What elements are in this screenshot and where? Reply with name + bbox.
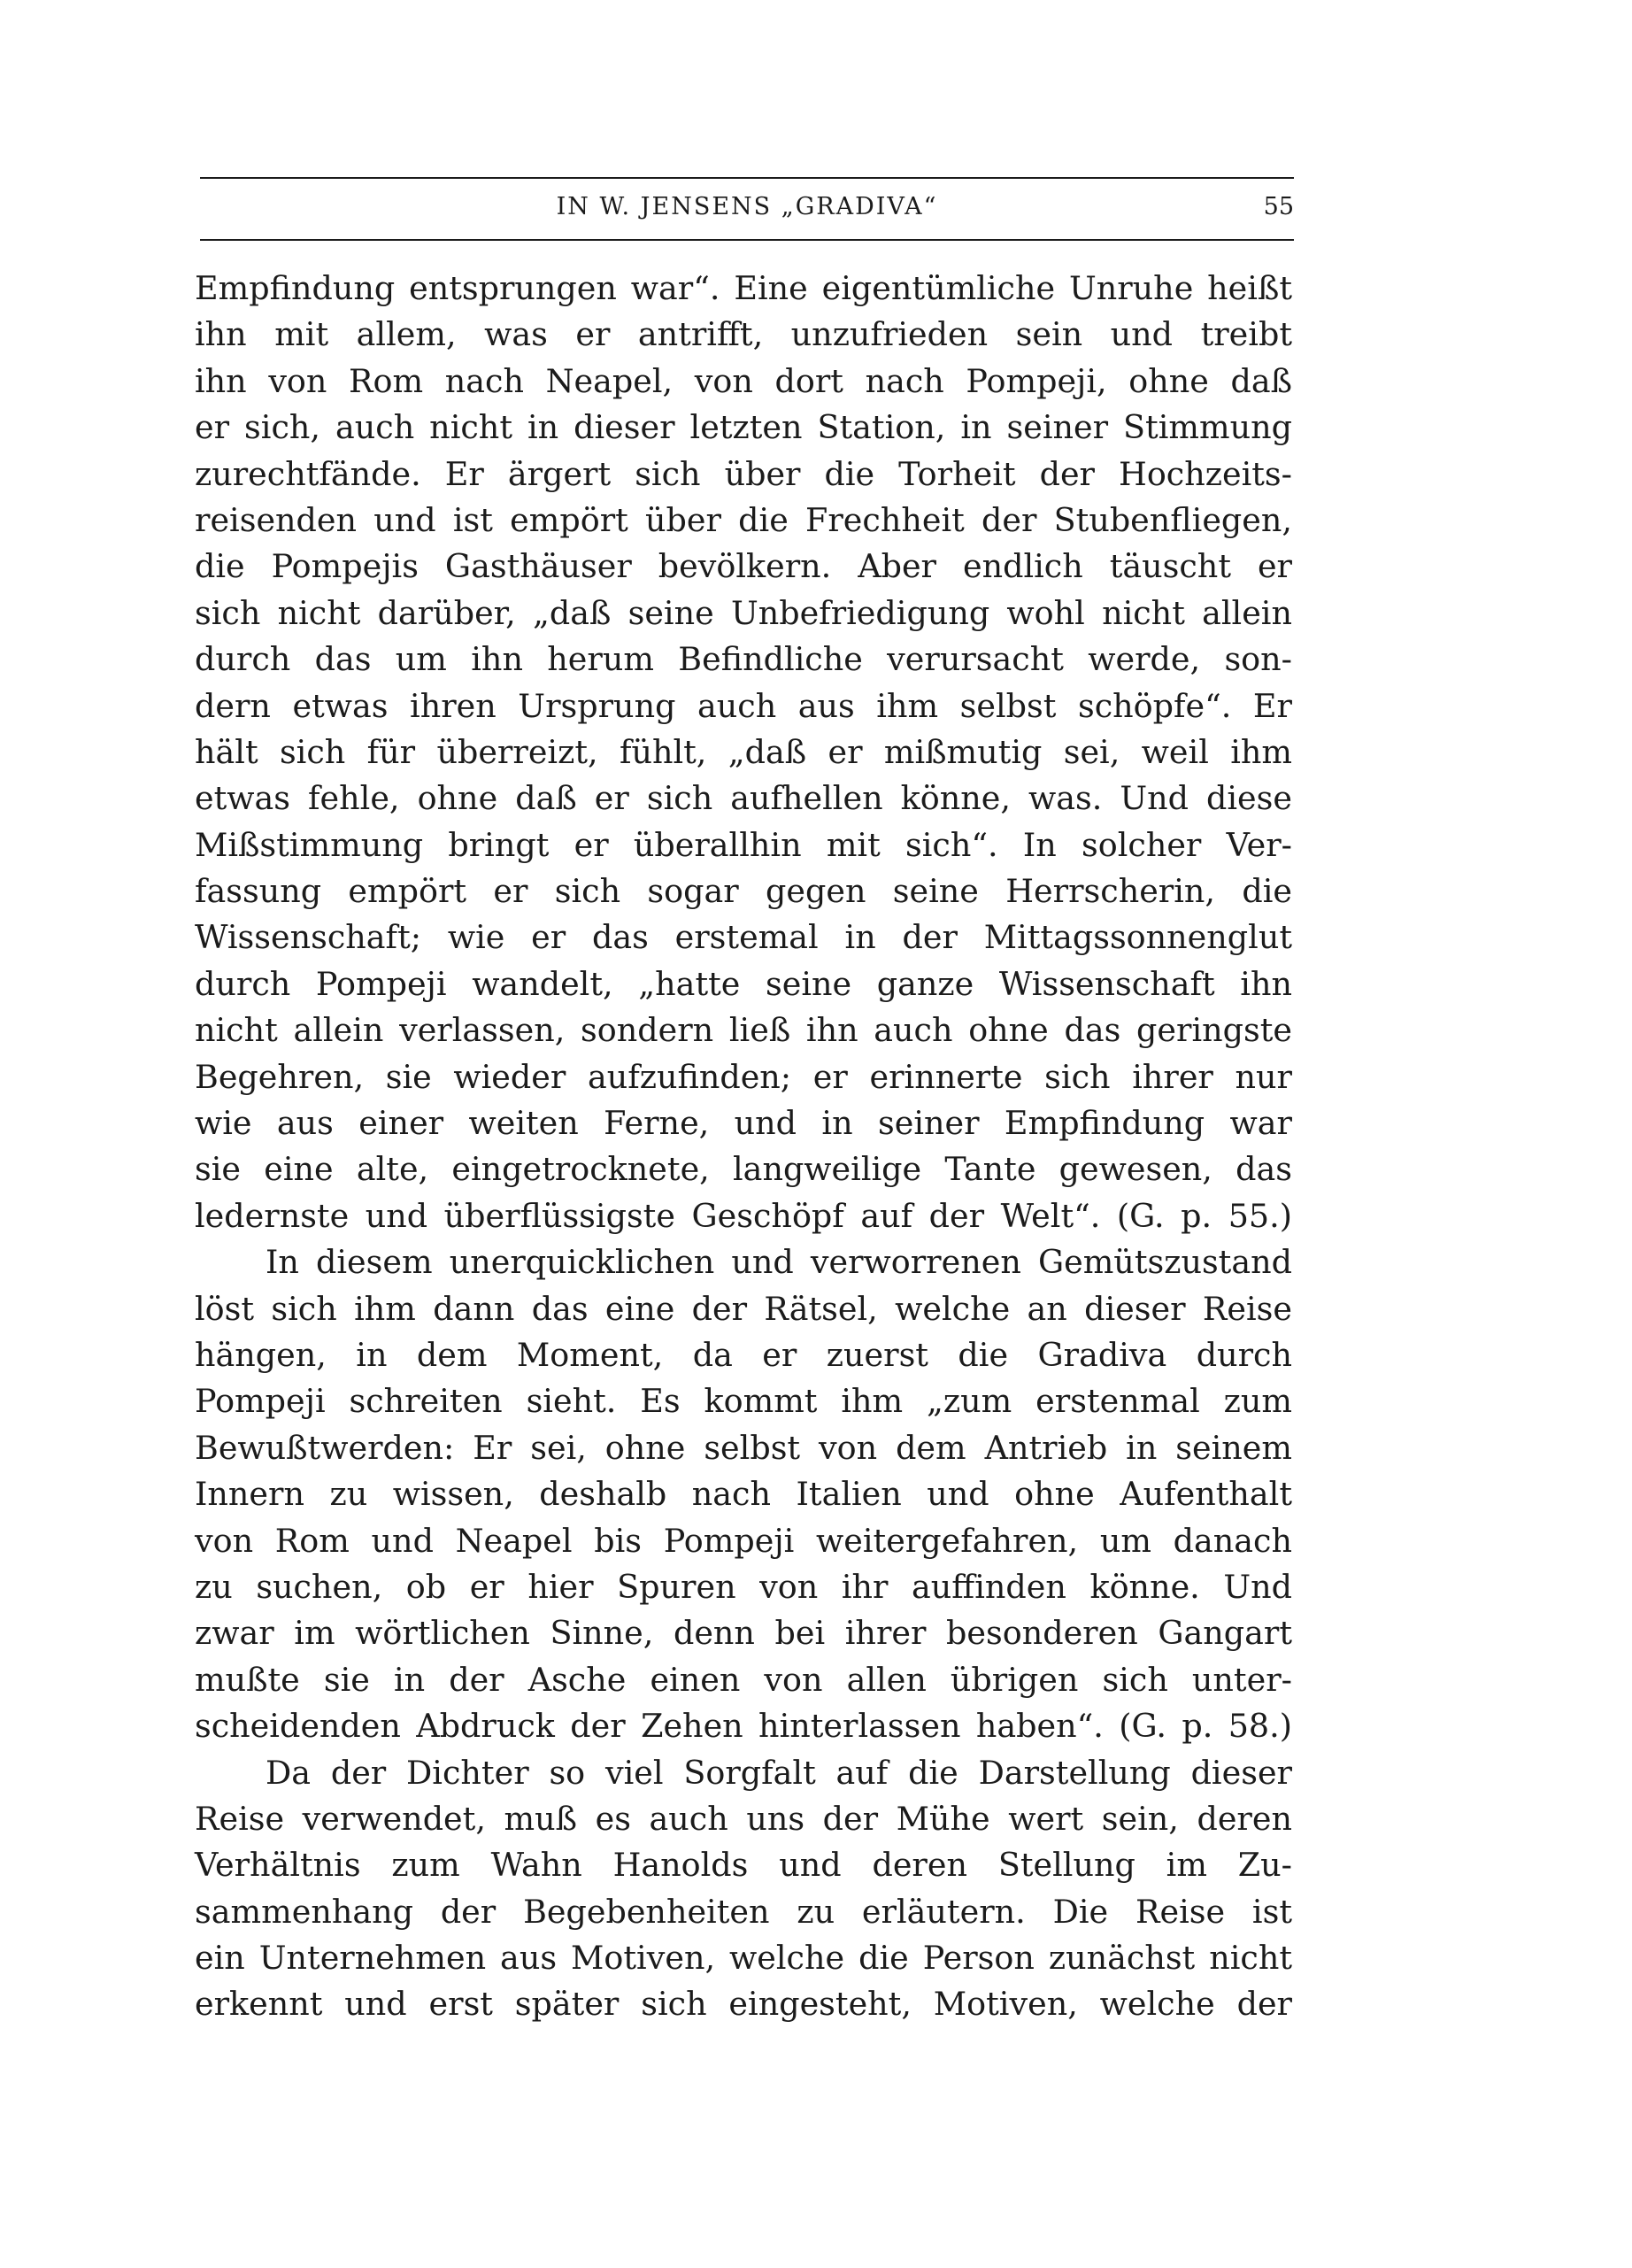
text-line: zu suchen, ob er hier Spuren von ihr auffinden könne. Und xyxy=(195,1567,1292,1606)
page-number: 55 xyxy=(1263,193,1294,220)
running-head xyxy=(200,182,1294,234)
text-line: hängen, in dem Moment, da er zuerst die Gradiva durch xyxy=(195,1335,1292,1374)
text-line: Bewußtwerden: Er sei, ohne selbst von dem Antrieb in seinem xyxy=(195,1428,1292,1467)
text-line: scheidenden Abdruck der Zehen hinterlassen haben“. (G. p. 58.) xyxy=(195,1707,1292,1746)
text-line: etwas fehle, ohne daß er sich aufhellen könne, was. Und diese xyxy=(195,779,1292,818)
text-line: Innern zu wissen, deshalb nach Italien und ohne Aufenthalt xyxy=(195,1475,1292,1514)
text-line: durch Pompeji wandelt, „hatte seine ganze Wissenschaft ihn xyxy=(195,964,1292,1003)
text-line: Pompeji schreiten sieht. Es kommt ihm „zum erstenmal zum xyxy=(195,1382,1292,1421)
header-rule-top xyxy=(200,177,1294,179)
text-line: Reise verwendet, muß es auch uns der Mühe wert sein, deren xyxy=(195,1799,1292,1838)
text-line: erkennt und erst später sich eingesteht, Motiven, welche der xyxy=(195,1985,1292,2024)
text-line: durch das um ihn herum Befindliche verursacht werde, son- xyxy=(195,640,1292,679)
text-line: sammenhang der Begebenheiten zu erläutern. Die Reise ist xyxy=(195,1892,1292,1931)
text-line: er sich, auch nicht in dieser letzten Station, in seiner Stimmung xyxy=(195,408,1292,447)
text-line: die Pompejis Gasthäuser bevölkern. Aber endlich täuscht er xyxy=(195,547,1292,586)
text-line: nicht allein verlassen, sondern ließ ihn auch ohne das geringste xyxy=(195,1011,1292,1050)
text-line: ihn mit allem, was er antrifft, unzufrieden sein und treibt xyxy=(195,315,1292,354)
text-line: ihn von Rom nach Neapel, von dort nach Pompeji, ohne daß xyxy=(195,361,1292,400)
text-line: sich nicht darüber, „daß seine Unbefriedigung wohl nicht allein xyxy=(195,593,1292,632)
text-line: ledernste und überflüssigste Geschöpf auf der Welt“. (G. p. 55.) xyxy=(195,1196,1292,1235)
text-line: hält sich für überreizt, fühlt, „daß er mißmutig sei, weil ihm xyxy=(195,732,1292,771)
text-line: von Rom und Neapel bis Pompeji weitergefahren, um danach xyxy=(195,1521,1292,1560)
text-line: Mißstimmung bringt er überallhin mit sich“. In solcher Ver- xyxy=(195,825,1292,864)
text-line: Verhältnis zum Wahn Hanolds und deren Stellung im Zu- xyxy=(195,1846,1292,1885)
text-line: wie aus einer weiten Ferne, und in seiner Empfindung war xyxy=(195,1104,1292,1143)
text-line: fassung empört er sich sogar gegen seine Herrscherin, die xyxy=(195,872,1292,911)
text-line: zurechtfände. Er ärgert sich über die Torheit der Hochzeits- xyxy=(195,454,1292,493)
text-line: Begehren, sie wieder aufzufinden; er erinnerte sich ihrer nur xyxy=(195,1057,1292,1096)
text-line: mußte sie in der Asche einen von allen übrigen sich unter- xyxy=(195,1660,1292,1699)
text-line: Wissenschaft; wie er das erstemal in der Mittagssonnenglut xyxy=(195,918,1292,957)
text-line: zwar im wörtlichen Sinne, denn bei ihrer besonderen Gangart xyxy=(195,1614,1292,1653)
text-line: ein Unternehmen aus Motiven, welche die Person zunächst nicht xyxy=(195,1939,1292,1978)
header-rule-bottom xyxy=(200,239,1294,241)
text-line: sie eine alte, eingetrocknete, langweilige Tante gewesen, das xyxy=(195,1150,1292,1189)
text-line: löst sich ihm dann das eine der Rätsel, welche an dieser Reise xyxy=(195,1289,1292,1328)
text-line: dern etwas ihren Ursprung auch aus ihm selbst schöpfe“. Er xyxy=(195,686,1292,725)
text-line: reisenden und ist empört über die Frechheit der Stubenfliegen, xyxy=(195,500,1292,539)
text-line-paragraph-start: Da der Dichter so viel Sorgfalt auf die Darstellung dieser xyxy=(266,1753,1292,1792)
text-line: Empfindung entsprungen war“. Eine eigentümliche Unruhe heißt xyxy=(195,269,1292,307)
text-line-paragraph-start: In diesem unerquicklichen und verworrenen Gemütszustand xyxy=(266,1243,1292,1282)
running-title: IN W. JENSENS „GRADIVA“ xyxy=(556,193,938,220)
body-text xyxy=(195,266,1292,2028)
